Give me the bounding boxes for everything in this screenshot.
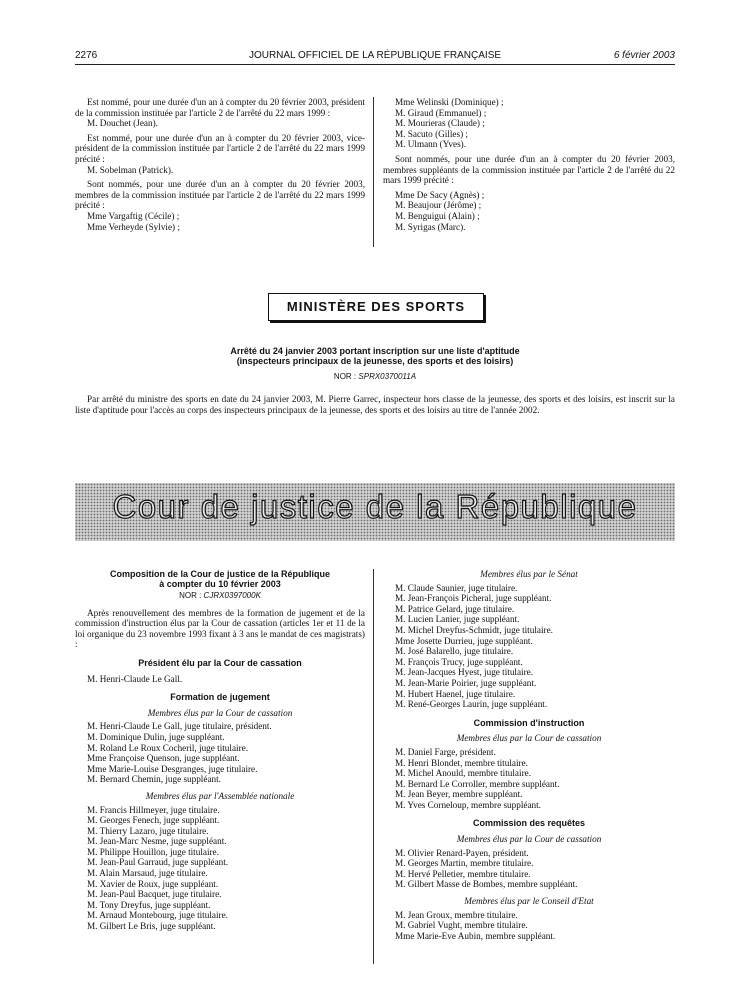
- list-item: M. Georges Fenech, juge suppléant.: [87, 815, 220, 826]
- substitute: M. Syrigas (Marc).: [395, 221, 466, 232]
- list-item: M. René-Georges Laurin, juge suppléant.: [395, 699, 548, 710]
- list-item: M. Alain Marsaud, juge titulaire.: [87, 868, 208, 879]
- list-item: Mme Marie-Eve Aubin, membre suppléant.: [395, 930, 556, 941]
- member: Mme Welinski (Dominique) ;: [395, 97, 504, 107]
- bottom-left-column: [75, 569, 365, 932]
- nor-value: CJRX0397000K: [203, 591, 261, 600]
- list-item: M. Jean-François Picheral, juge suppléant.: [395, 593, 552, 604]
- nor-label: NOR :: [333, 372, 357, 381]
- list-item: M. Hervé Pelletier, membre titulaire.: [395, 868, 531, 879]
- list-item: M. Michel Anould, membre titulaire.: [395, 768, 531, 779]
- list-item: M. Henri Blondet, membre titulaire.: [395, 757, 528, 768]
- bottom-right-column: [383, 569, 675, 941]
- substitute: Mme De Sacy (Agnès) ;: [395, 189, 485, 200]
- member-list: [75, 721, 365, 785]
- issue-date: 6 février 2003: [613, 50, 675, 61]
- section-heading: Commission des requêtes: [472, 818, 586, 829]
- top-left-column: [75, 97, 365, 232]
- list-item: M. Jean-Paul Garraud, juge suppléant.: [87, 857, 229, 868]
- list-item: M. Jean Groux, membre titulaire.: [395, 909, 518, 920]
- subsection-heading: Membres élus par la Cour de cassation: [456, 733, 602, 744]
- list-item: M. José Balarello, juge titulaire.: [395, 646, 514, 657]
- member-list: [383, 747, 675, 811]
- member-list: [383, 583, 675, 710]
- list-item: M. Dominique Dulin, juge suppléant.: [87, 731, 225, 742]
- member-list: [383, 910, 675, 942]
- list-item: M. Arnaud Montebourg, juge titulaire.: [87, 910, 228, 921]
- substitute: M. Beaujour (Jérôme) ;: [395, 200, 482, 211]
- appointee: Mme Vargaftig (Cécile) ;: [87, 210, 180, 221]
- list-item: M. Jean-Marc Nesme, juge suppléant.: [87, 836, 227, 847]
- list-item: M. Gilbert Le Bris, juge suppléant.: [87, 921, 216, 932]
- list-item: M. Bernard Le Corroller, membre suppléant.: [395, 778, 560, 789]
- composition-title-line: à compter du 10 février 2003: [159, 579, 281, 589]
- list-item: M. François Trucy, juge suppléant.: [395, 656, 523, 667]
- list-item: M. Hubert Haenel, juge titulaire.: [395, 688, 516, 699]
- list-item: M. Francis Hillmeyer, juge titulaire.: [87, 804, 220, 815]
- list-item: M. Jean-Marie Poirier, juge suppléant.: [395, 677, 537, 688]
- section-heading: Président élu par la Cour de cassation: [138, 657, 302, 668]
- paragraph: Par arrêté du ministre des sports en date du 24 janvier 2003, M. Pierre Garrec, inspecteur hors classe de la jeunesse, des sports et des loisirs, est inscrit sur la liste d'aptitude pour l'accès au corps des inspecteurs principaux de la jeunesse, des sports et des loisirs au titre de l'année 2002.: [75, 394, 675, 415]
- appointee: Mme Verheyde (Sylvie) ;: [87, 221, 180, 232]
- section-heading: Commission d'instruction: [473, 717, 585, 728]
- paragraph: Sont nommés, pour une durée d'un an à compter du 20 février 2003, membres suppléants de la commission instituée par l'article 2 de l'arrêté du 22 mars 1999 précité :: [383, 153, 675, 186]
- member-list: [75, 805, 365, 932]
- list-item: M. Lucien Lanier, juge suppléant.: [395, 614, 520, 625]
- list-item: M. Claude Saunier, juge titulaire.: [395, 582, 518, 593]
- arrete-title-line: (inspecteurs principaux de la jeunesse, des sports et des loisirs): [236, 356, 514, 366]
- substitute: M. Benguigui (Alain) ;: [395, 210, 480, 221]
- nor-reference: [120, 372, 630, 381]
- member: M. Mourieras (Claude) ;: [395, 118, 485, 129]
- list-item: M. Xavier de Roux, juge suppléant.: [87, 878, 219, 889]
- list-item: M. Tony Dreyfus, juge suppléant.: [87, 899, 211, 910]
- page-header: [75, 50, 675, 64]
- member: M. Giraud (Emmanuel) ;: [395, 107, 487, 118]
- subsection-heading: Membres élus par le Sénat: [480, 569, 578, 579]
- journal-title: JOURNAL OFFICIEL DE LA RÉPUBLIQUE FRANÇAISE: [248, 50, 502, 61]
- list-item: M. Georges Martin, membre titulaire.: [395, 858, 534, 869]
- intro-paragraph: Après renouvellement des membres de la formation de jugement et de la commission d'instruction élus par la Cour de cassation (articles 1er et 11 de la loi organique du 23 novembre 1993 fixant à 3 ans le mandat de ces magistrats) :: [75, 607, 365, 650]
- top-right-column: [383, 97, 675, 232]
- list-item: M. Michel Dreyfus-Schmidt, juge titulaire.: [395, 624, 553, 635]
- nor-value: SPRX0370011A: [358, 372, 417, 381]
- member: M. Sacuto (Gilles) ;: [395, 128, 468, 139]
- appointee: M. Douchet (Jean).: [87, 118, 158, 129]
- composition-title: [75, 569, 365, 589]
- header-rule: [75, 64, 675, 65]
- subsection-heading: Membres élus par la Cour de cassation: [456, 834, 602, 845]
- list-item: M. Bernard Chemin, juge suppléant.: [87, 774, 221, 785]
- appointee: M. Sobelman (Patrick).: [87, 164, 174, 175]
- subsection-heading: Membres élus par le Conseil d'Etat: [464, 896, 594, 907]
- paragraph: Est nommé, pour une durée d'un an à compter du 20 février 2003, vice-président de la commission instituée par l'article 2 de l'arrêté du 22 mars 1999 précité :: [75, 132, 365, 164]
- list-item: M. Philippe Houillon, juge titulaire.: [87, 846, 219, 857]
- paragraph: Est nommé, pour une durée d'un an à compter du 20 février 2003, président de la commission instituée par l'article 2 de l'arrêté du 22 mars 1999 :: [75, 97, 365, 118]
- list-item: Mme Françoise Quenson, juge suppléant.: [87, 753, 240, 764]
- president: M. Henri-Claude Le Gall.: [87, 673, 183, 684]
- nor-reference: [75, 591, 365, 602]
- list-item: M. Patrice Gelard, juge titulaire.: [395, 603, 515, 614]
- list-item: M. Roland Le Roux Cocheril, juge titulaire.: [87, 742, 249, 753]
- column-divider: [373, 569, 374, 964]
- list-item: Mme Marie-Louise Desgranges, juge titulaire.: [87, 763, 258, 774]
- list-item: M. Jean-Paul Bacquet, juge titulaire.: [87, 889, 222, 900]
- member-list: [383, 848, 675, 890]
- list-item: M. Gabriel Vught, membre titulaire.: [395, 920, 528, 931]
- list-item: M. Yves Corneloup, membre suppléant.: [395, 799, 541, 810]
- arrete-body: [75, 394, 675, 415]
- list-item: M. Thierry Lazaro, juge titulaire.: [87, 825, 209, 836]
- paragraph: Sont nommés, pour une durée d'un an à compter du 20 février 2003, membres de la commission instituée par l'article 2 de l'arrêté du 22 mars 1999 précité :: [75, 179, 365, 211]
- nor-label: NOR :: [179, 591, 202, 600]
- section-heading: Formation de jugement: [170, 692, 270, 703]
- arrete-title-line: Arrêté du 24 janvier 2003 portant inscription sur une liste d'aptitude: [230, 346, 520, 356]
- list-item: M. Olivier Renard-Payen, président.: [395, 847, 529, 858]
- composition-title-line: Composition de la Cour de justice de la République: [109, 569, 331, 579]
- list-item: M. Henri-Claude Le Gall, juge titulaire, président.: [87, 721, 272, 732]
- ministry-heading: MINISTÈRE DES SPORTS: [268, 293, 484, 321]
- subsection-heading: Membres élus par l'Assemblée nationale: [145, 790, 295, 801]
- member: M. Ulmann (Yves).: [395, 139, 467, 150]
- column-divider: [373, 97, 374, 247]
- section-banner: [75, 483, 675, 541]
- arrete-title: [120, 346, 630, 366]
- list-item: M. Gilbert Masse de Bombes, membre suppléant.: [395, 879, 578, 890]
- list-item: M. Daniel Farge, président.: [395, 746, 496, 757]
- list-item: Mme Josette Durrieu, juge suppléant.: [395, 635, 533, 646]
- list-item: M. Jean-Jacques Hyest, juge titulaire.: [395, 667, 534, 678]
- page-number: 2276: [75, 50, 98, 61]
- banner-title: Cour de justice de la République: [112, 488, 638, 525]
- list-item: M. Jean Beyer, membre suppléant.: [395, 789, 523, 800]
- subsection-heading: Membres élus par la Cour de cassation: [147, 707, 293, 718]
